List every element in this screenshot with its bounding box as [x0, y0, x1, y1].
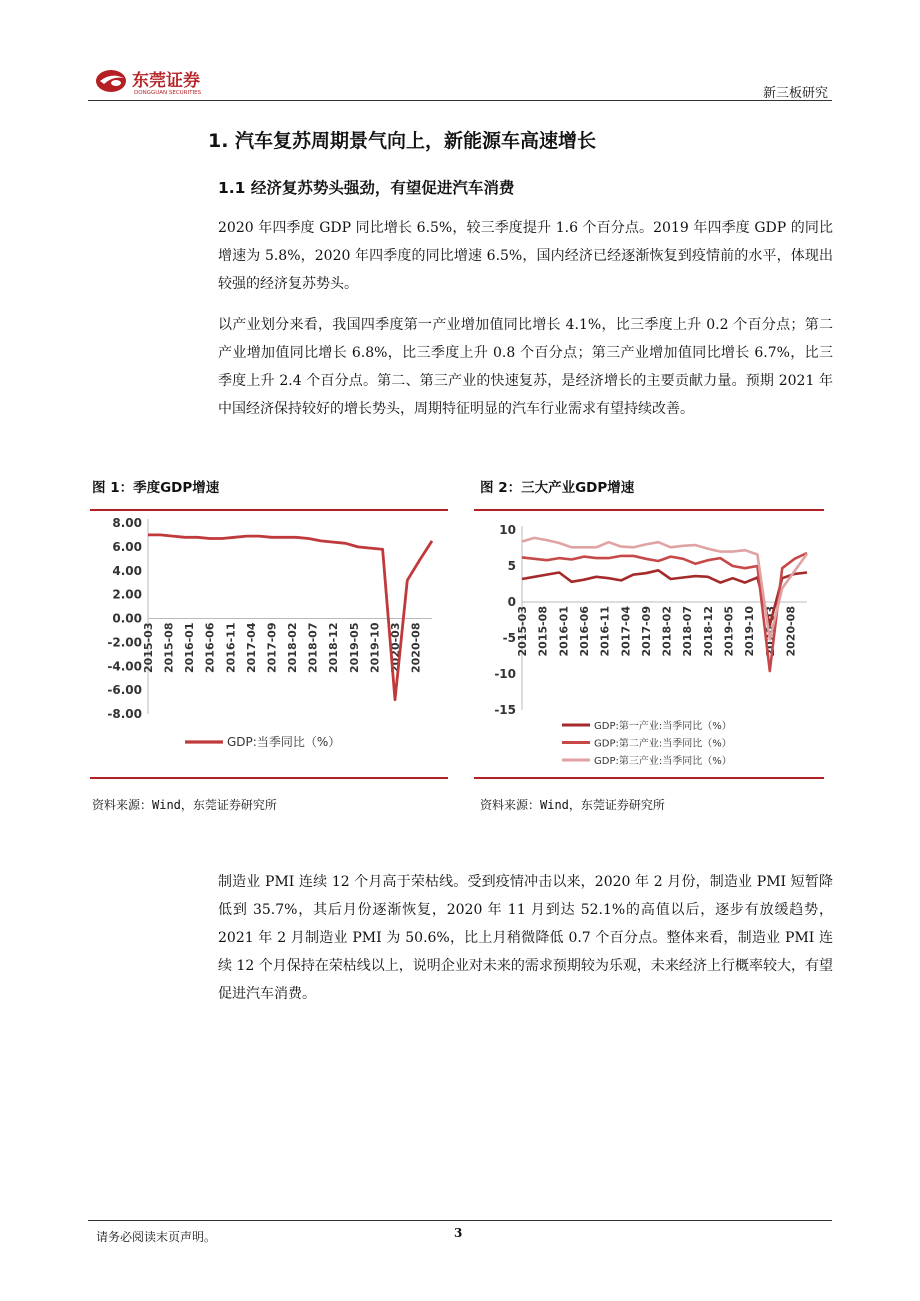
- subsection-title: 1.1 经济复苏势头强劲，有望促进汽车消费: [218, 179, 515, 197]
- footer-divider: [88, 1220, 832, 1221]
- y-tick-label: 10: [499, 523, 516, 537]
- x-tick-label: 2015-08: [536, 606, 550, 657]
- paragraph-industry-breakdown: 以产业划分来看，我国四季度第一产业增加值同比增长 4.1%，比三季度上升 0.2 个百分点；第二产业增加值同比增长 6.8%，比三季度上升 0.8 个百分点；第三产业增加值同比增长 6.7%，比三季度上升 2.4 个百分点。第二、第三产业的快速复苏，是经济增长的主要贡献力量。预期 2021 年中国经济保持较好的增长势头，周期特征明显的汽车行业需求有望持续改善。: [218, 317, 833, 417]
- x-tick-label: 2019-05: [347, 622, 361, 673]
- y-tick-label: 4.00: [112, 563, 142, 578]
- x-tick-label: 2016-01: [557, 606, 571, 657]
- x-tick-label: 2020-08: [784, 606, 798, 657]
- legend-label: GDP:第一产业:当季同比（%）: [594, 721, 732, 732]
- logo-mark-icon: [96, 70, 126, 92]
- figure-1-chart: [90, 512, 448, 774]
- figure-2-chart: [474, 512, 824, 774]
- figure-1-source: 资料来源：Wind，东莞证券研究所: [92, 798, 277, 812]
- footer-disclaimer: 请务必阅读末页声明。: [96, 1230, 217, 1244]
- x-tick-label: 2017-04: [244, 622, 258, 673]
- x-tick-label: 2019-05: [722, 606, 736, 657]
- y-tick-label: 8.00: [112, 516, 142, 530]
- y-tick-label: 5: [507, 559, 516, 573]
- x-tick-label: 2017-09: [265, 622, 279, 673]
- x-tick-label: 2020-03: [763, 606, 777, 657]
- y-tick-label: 0: [507, 595, 516, 609]
- header-report-type: 新三板研究: [762, 86, 828, 101]
- figure-2-title: 图 2：三大产业GDP增速: [480, 480, 635, 496]
- x-tick-label: 2018-07: [681, 606, 695, 657]
- x-tick-label: 2018-02: [286, 622, 300, 673]
- x-tick-label: 2016-01: [183, 622, 197, 673]
- x-tick-label: 2019-10: [743, 606, 757, 657]
- legend-label: GDP:第三产业:当季同比（%）: [594, 756, 732, 767]
- figure-2-source: 资料来源：Wind，东莞证券研究所: [480, 798, 665, 812]
- x-tick-label: 2016-11: [224, 622, 238, 673]
- figure-1-top-rule: [90, 509, 448, 511]
- x-tick-label: 2015-03: [142, 622, 155, 673]
- x-tick-label: 2020-03: [388, 622, 402, 673]
- paragraph-pmi: 制造业 PMI 连续 12 个月高于荣枯线。受到疫情冲击以来，2020 年 2 月份，制造业 PMI 短暂降低到 35.7%，其后月份逐渐恢复，2020 年 11 月到达 52.1%的高值以后，逐步有放缓趋势，2021 年 2 月制造业 PMI 为 50.6%，比上月稍微降低 0.7 个百分点。整体来看，制造业 PMI 连续 12 个月保持在荣枯线以上，说明企业对未来的需求预期较为乐观，未来经济上行概率较大，有望促进汽车消费。: [218, 874, 833, 1002]
- legend-label: GDP:第二产业:当季同比（%）: [594, 738, 732, 750]
- y-tick-label: -6.00: [107, 683, 142, 698]
- y-tick-label: 6.00: [112, 539, 142, 554]
- x-tick-label: 2017-09: [639, 606, 653, 657]
- x-tick-label: 2015-08: [162, 622, 176, 673]
- logo-en-text: DONGGUAN SECURITIES: [134, 90, 202, 96]
- series-line: [148, 535, 432, 700]
- x-tick-label: 2016-11: [598, 606, 612, 657]
- x-tick-label: 2018-07: [306, 622, 320, 673]
- figure-1-bottom-rule: [90, 777, 448, 779]
- section-title: 1. 汽车复苏周期景气向上，新能源车高速增长: [208, 130, 597, 152]
- y-tick-label: -4.00: [107, 659, 142, 674]
- paragraph-gdp-overview: 2020 年四季度 GDP 同比增长 6.5%，较三季度提升 1.6 个百分点。2019 年四季度 GDP 的同比增速为 5.8%，2020 年四季度的同比增速 6.5%，国内经济已经逐渐恢复到疫情前的水平，体现出较强的经济复苏势头。: [218, 220, 833, 292]
- x-tick-label: 2016-06: [203, 622, 217, 673]
- y-tick-label: -8.00: [107, 707, 142, 721]
- y-tick-label: -15: [494, 703, 516, 717]
- y-tick-label: 2.00: [112, 587, 142, 602]
- figure-2-bottom-rule: [474, 777, 824, 779]
- figure-1-title: 图 1：季度GDP增速: [92, 480, 220, 496]
- y-tick-label: -10: [494, 667, 516, 681]
- logo-cn-text: 东莞证券: [132, 71, 200, 91]
- y-tick-label: 0.00: [112, 611, 142, 626]
- company-logo: [94, 66, 254, 96]
- x-tick-label: 2019-10: [368, 622, 382, 673]
- x-tick-label: 2018-12: [327, 622, 341, 673]
- legend-label: GDP:当季同比（%）: [227, 735, 341, 749]
- header-divider: [88, 100, 832, 101]
- x-tick-label: 2016-06: [577, 606, 591, 657]
- x-tick-label: 2015-03: [516, 606, 529, 657]
- x-tick-label: 2018-12: [701, 606, 715, 657]
- y-tick-label: -5: [502, 631, 516, 645]
- x-tick-label: 2020-08: [409, 622, 423, 673]
- y-tick-label: -2.00: [107, 635, 142, 650]
- figure-2-top-rule: [474, 509, 824, 511]
- page-number: 3: [454, 1226, 463, 1240]
- x-tick-label: 2018-02: [660, 606, 674, 657]
- x-tick-label: 2017-04: [619, 606, 633, 657]
